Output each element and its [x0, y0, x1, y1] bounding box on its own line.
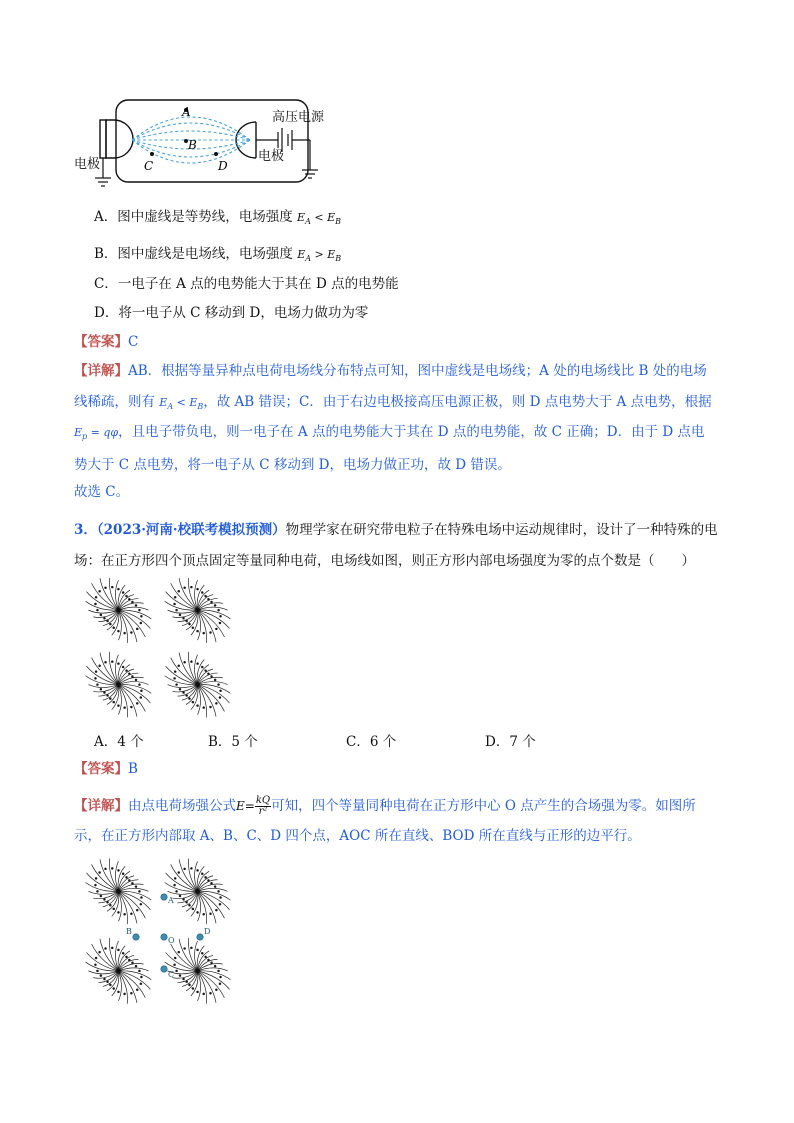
four-charge-field-points-figure — [72, 857, 244, 1013]
q2-answer: 【答案】C — [74, 334, 139, 350]
q2-detail-line-4: 势大于 C 点电势，将一电子从 C 移动到 D，电场力做正功，故 D 错误。 — [74, 457, 511, 473]
q3-detail-line-2: 示，在正方形内部取 A、B、C、D 四个点，AOC 所在直线、BOD 所在直线与正形的边平行。 — [74, 828, 641, 844]
q2-option-a[interactable]: A．图中虚线是等势线，电场强度 $E_A < E_B$ — [94, 209, 341, 227]
label-c: C — [144, 159, 154, 173]
fig2-label-o: O — [168, 936, 175, 945]
q3-answer: 【答案】B — [74, 761, 138, 777]
q2-detail-line-3: $E_p = q\varphi$，且电子带负电，则一电子在 A 点的电势能大于其在 D 点的电势能，故 C 正确；D．由于 D 点电 — [74, 424, 705, 442]
label-d: D — [218, 159, 228, 173]
q2-option-b[interactable]: B．图中虚线是电场线，电场强度 $E_A > E_B$ — [94, 246, 342, 264]
fig2-label-d: D — [204, 927, 211, 936]
four-charge-field-figure — [72, 578, 244, 724]
q2-option-d[interactable]: D．将一电子从 C 移动到 D，电场力做功为零 — [94, 305, 369, 321]
fig2-label-b: B — [126, 927, 132, 936]
left-electrode-label: 电极 — [74, 157, 101, 172]
q3-detail-line-1: 【详解】由点电荷场强公式E= $\frac{kQ}{\text{r²}}$ 可知，四个等量同种电荷在正方形中心 O 点产生的合场强为零。如图所 — [74, 795, 696, 817]
label-a: A — [182, 105, 191, 119]
q3-stem-line-1: 3．（2023·河南·校联考模拟预测）物理学家在研究带电粒子在特殊电场中运动规律时，设计了一种特殊的电 — [74, 522, 718, 538]
q2-option-c[interactable]: C．一电子在 A 点的电势能大于其在 D 点的电势能 — [94, 276, 399, 292]
q2-detail-line-2: 线稀疏，则有 $E_A < E_B$，故 AB 错误；C．由于右边电极接高压电源正极，则 D 点电势大于 A 点电势，根据 — [74, 394, 712, 412]
electrode-field-figure — [70, 92, 340, 192]
q3-option-d[interactable]: D．7 个 — [485, 734, 536, 750]
q2-detail-line-1: 【详解】AB．根据等量异种点电荷电场线分布特点可知，图中虚线是电场线；A 处的电场线比 B 处的电场 — [74, 363, 707, 379]
fig2-label-c: C — [168, 970, 175, 979]
q3-option-a[interactable]: A．4 个 — [94, 734, 144, 750]
fig2-label-a: A — [168, 896, 174, 905]
q3-option-c[interactable]: C．6 个 — [346, 734, 397, 750]
hv-source-label: 高压电源 — [272, 110, 325, 125]
label-b: B — [188, 138, 197, 152]
q2-conclusion: 故选 C。 — [74, 484, 130, 500]
q3-option-b[interactable]: B．5 个 — [208, 734, 258, 750]
q3-stem-line-2: 场：在正方形四个顶点固定等量同种电荷，电场线如图，则正方形内部电场强度为零的点个数是（ ） — [74, 553, 695, 569]
right-electrode-label: 电极 — [258, 149, 285, 164]
